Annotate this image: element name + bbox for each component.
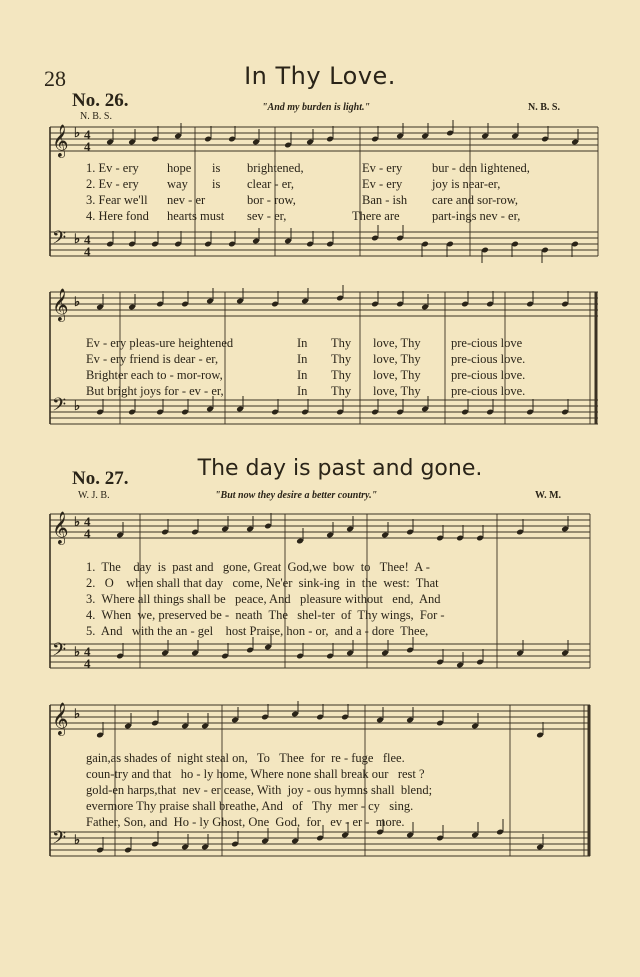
svg-text:4: 4 xyxy=(84,232,91,247)
h26-s2-treble xyxy=(50,292,598,316)
svg-text:4: 4 xyxy=(84,139,91,154)
svg-text:4: 4 xyxy=(84,127,91,142)
h26-s1-verse-3: 3. Fear we'll nev - er bor - row, Ban - ish care and sor-row, xyxy=(86,193,519,207)
hymn-27-epigraph: "But now they desire a better country." xyxy=(215,490,378,501)
svg-text:𝄢: 𝄢 xyxy=(52,640,67,665)
h27-s2-verse-5: Father, Son, and Ho - ly Ghost, One God, for ev - er - more. xyxy=(86,815,405,829)
h26-s1-treble xyxy=(50,127,598,151)
svg-text:4: 4 xyxy=(84,526,91,541)
svg-text:4: 4 xyxy=(84,244,91,259)
svg-text:𝄢: 𝄢 xyxy=(52,828,67,853)
h27-s1-treble xyxy=(50,514,590,538)
svg-text:𝄞: 𝄞 xyxy=(52,288,69,321)
svg-text:𝄢: 𝄢 xyxy=(52,395,67,420)
svg-text:4: 4 xyxy=(84,514,91,529)
svg-text:♭: ♭ xyxy=(74,231,81,246)
h27-s1-verse-1: 1. The day is past and gone, Great God,we bow to Thee! A - xyxy=(86,560,430,574)
hymn-27-composer: W. M. xyxy=(535,490,562,501)
svg-text:♭: ♭ xyxy=(74,644,81,659)
h26-s1-verse-4: 4. Here fond hearts must sev - er, There are part-ings nev - er, xyxy=(86,209,521,223)
h27-s2-verse-4: evermore Thy praise shall breathe, And of Thy mer - cy sing. xyxy=(86,799,414,813)
svg-text:♭: ♭ xyxy=(74,398,81,413)
h27-s1-verse-2: 2. O when shall that day come, Ne'er sink-ing in the west: That xyxy=(86,576,439,590)
h26-s1-verse-2: 2. Ev - ery way is clear - er, Ev - ery joy is near-er, xyxy=(86,177,501,191)
h26-s2-verse-3: Brighter each to - mor-row, In Thy love, Thy pre-cious love. xyxy=(86,368,526,382)
hymn-27-number: No. 27. xyxy=(72,468,129,489)
hymn-26-title: In Thy Love. xyxy=(244,62,396,90)
page-number: 28 xyxy=(44,66,66,91)
h27-s1-verse-4: 4. When we, preserved be - neath The shel-ter of Thy wings, For - xyxy=(86,608,445,622)
svg-text:4: 4 xyxy=(84,656,91,671)
svg-text:♭: ♭ xyxy=(74,514,81,529)
h27-s2-verse-3: gold-en harps,that nev - er cease, With joy - ous hymns shall blend; xyxy=(86,783,433,797)
h27-s2-verse-1: gain,as shades of night steal on, To Thee for re - fuge flee. xyxy=(86,751,405,765)
h27-s2-verse-2: coun-try and that ho - ly home, Where none shall break our rest ? xyxy=(86,767,425,781)
svg-text:♭: ♭ xyxy=(74,832,81,847)
hymn-26-composer: N. B. S. xyxy=(528,102,560,113)
svg-text:𝄞: 𝄞 xyxy=(52,124,69,157)
hymn-26-lyricist: N. B. S. xyxy=(80,111,112,122)
svg-text:𝄢: 𝄢 xyxy=(52,228,67,253)
svg-text:♭: ♭ xyxy=(74,294,81,309)
hymn-27-title: The day is past and gone. xyxy=(197,456,483,481)
h26-s2-verse-4: But bright joys for - ev - er, In Thy love, Thy pre-cious love. xyxy=(86,384,526,398)
svg-text:♭: ♭ xyxy=(74,125,81,140)
h26-s2-verse-1: Ev - ery pleas-ure heightened In Thy love, Thy pre-cious love xyxy=(86,336,523,350)
hymn-27-lyricist: W. J. B. xyxy=(78,490,110,501)
h26-s2-verse-2: Ev - ery friend is dear - er, In Thy love, Thy pre-cious love. xyxy=(86,352,526,366)
hymn-26-epigraph: "And my burden is light." xyxy=(262,102,371,113)
h27-s1-bass xyxy=(50,644,590,668)
svg-text:𝄞: 𝄞 xyxy=(52,702,69,735)
hymn-26-number: No. 26. xyxy=(72,90,129,111)
h27-s1-verse-3: 3. Where all things shall be peace, And pleasure without end, And xyxy=(86,592,441,606)
svg-text:𝄞: 𝄞 xyxy=(52,511,69,544)
h27-s1-verse-5: 5. And with the an - gel host Praise, hon - or, and a - dore Thee, xyxy=(86,624,429,638)
svg-text:♭: ♭ xyxy=(74,706,81,721)
h26-s1-verse-1: 1. Ev - ery hope is brightened, Ev - ery bur - den lightened, xyxy=(86,161,530,175)
svg-text:4: 4 xyxy=(84,644,91,659)
